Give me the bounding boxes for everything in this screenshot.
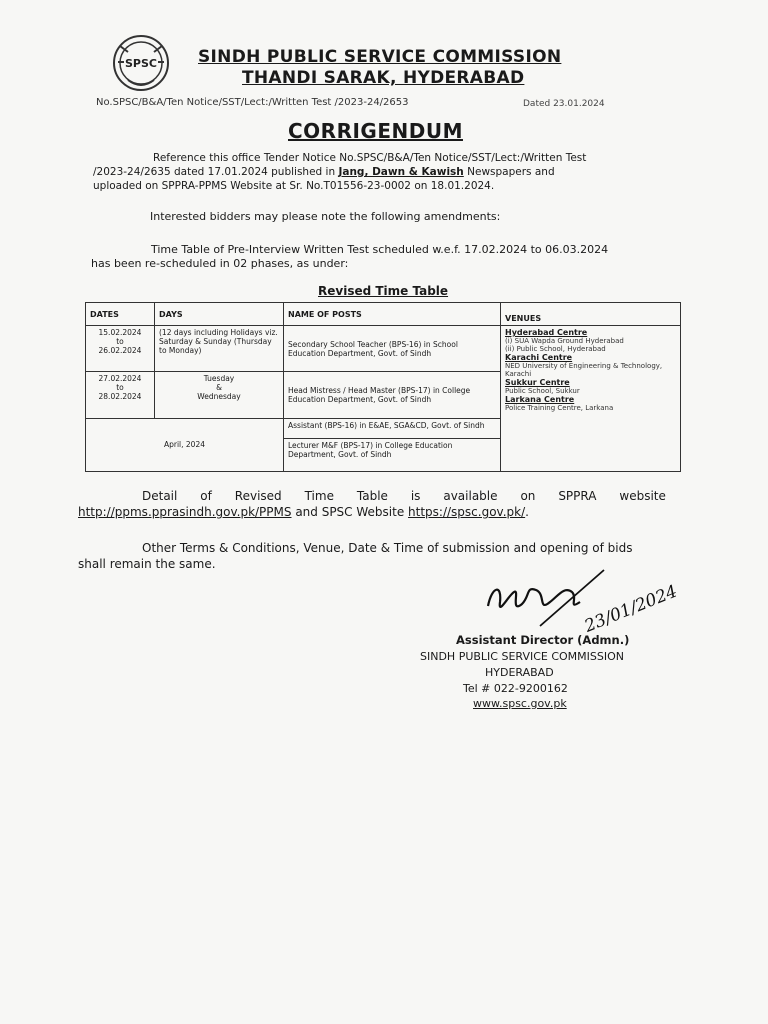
detail-line2 bbox=[78, 504, 666, 520]
row1-post: Secondary School Teacher (BPS-16) in School Education Department, Govt. of Sindh bbox=[284, 326, 501, 372]
para1-line2a: /2023-24/2635 dated 17.01.2024 published in bbox=[93, 166, 339, 178]
venue-hyderabad-line2: (ii) Public School, Hyderabad bbox=[505, 345, 606, 353]
table-title: Revised Time Table bbox=[318, 284, 449, 298]
detail-word: Time bbox=[304, 489, 334, 503]
row2-days: Tuesday & Wednesday bbox=[155, 372, 284, 418]
other-line2: shall remain the same. bbox=[78, 557, 216, 571]
row1-days: (12 days including Holidays viz. Saturday & Sunday (Thursday to Monday) bbox=[155, 326, 284, 372]
venue-karachi-title: Karachi Centre bbox=[505, 353, 573, 362]
signatory-city: HYDERABAD bbox=[485, 666, 554, 679]
para1-line1: Reference this office Tender Notice No.SPSC/B&A/Ten Notice/SST/Lect:/Written Test bbox=[153, 152, 587, 164]
ppms-link[interactable]: http://ppms.pprasindh.gov.pk/PPMS bbox=[78, 505, 292, 519]
detail-word: is bbox=[410, 489, 421, 503]
row3-dates: April, 2024 bbox=[86, 418, 284, 472]
col-header-venues: VENUES bbox=[501, 303, 681, 326]
col-header-days: DAYS bbox=[155, 303, 284, 326]
signatory-tel: Tel # 022-9200162 bbox=[463, 682, 568, 695]
revised-time-table bbox=[85, 302, 681, 472]
row4-post: Lecturer M&F (BPS-17) in College Education Department, Govt. of Sindh bbox=[284, 438, 501, 471]
detail-word: available bbox=[443, 489, 498, 503]
table-header-row bbox=[86, 303, 681, 326]
para1-line3: uploaded on SPPRA-PPMS Website at Sr. No.T01556-23-0002 on 18.01.2024. bbox=[93, 180, 495, 192]
logo-text: SPSC bbox=[125, 57, 157, 70]
amendments-note: Interested bidders may please note the following amendments: bbox=[150, 210, 501, 223]
row2-post: Head Mistress / Head Master (BPS-17) in College Education Department, Govt. of Sindh bbox=[284, 372, 501, 418]
detail-word: of bbox=[200, 489, 212, 503]
venue-larkana-title: Larkana Centre bbox=[505, 395, 575, 404]
para3-line2: has been re-scheduled in 02 phases, as under: bbox=[91, 257, 349, 270]
detail-paragraph bbox=[78, 488, 666, 520]
venue-larkana-line1: Police Training Centre, Larkana bbox=[505, 404, 614, 412]
reference-paragraph bbox=[93, 151, 667, 193]
org-address-heading: THANDI SARAK, HYDERABAD bbox=[242, 68, 525, 88]
venue-hyderabad-title: Hyderabad Centre bbox=[505, 328, 588, 337]
signatory-website-link[interactable]: www.spsc.gov.pk bbox=[473, 697, 567, 710]
signatory-org: SINDH PUBLIC SERVICE COMMISSION bbox=[420, 650, 625, 663]
detail-word: SPPRA bbox=[558, 489, 597, 503]
row1-dates: 15.02.2024 to 26.02.2024 bbox=[86, 326, 155, 372]
detail-word: Revised bbox=[234, 489, 282, 503]
signatory-designation: Assistant Director (Admn.) bbox=[456, 633, 630, 647]
detail-mid: and SPSC Website bbox=[291, 505, 409, 519]
newspapers-names: Jang, Dawn & Kawish bbox=[338, 166, 464, 178]
org-name-heading: SINDH PUBLIC SERVICE COMMISSION bbox=[198, 47, 562, 67]
row2-dates: 27.02.2024 to 28.02.2024 bbox=[86, 372, 155, 418]
col-header-posts: NAME OF POSTS bbox=[284, 303, 501, 326]
venues-cell bbox=[501, 326, 681, 472]
detail-word: Detail bbox=[142, 489, 178, 503]
detail-word: Table bbox=[356, 489, 388, 503]
detail-word: on bbox=[520, 489, 536, 503]
spsc-logo-icon bbox=[110, 32, 172, 94]
venue-karachi-line1: NED University of Engineering & Technology, Karachi bbox=[505, 362, 663, 378]
other-line1: Other Terms & Conditions, Venue, Date & Time of submission and opening of bids bbox=[142, 541, 633, 555]
detail-word: website bbox=[619, 489, 666, 503]
venue-hyderabad-line1: (i) SUA Wapda Ground Hyderabad bbox=[505, 337, 624, 345]
document-title: CORRIGENDUM bbox=[288, 119, 463, 143]
schedule-paragraph bbox=[91, 243, 667, 271]
para3-line1: Time Table of Pre-Interview Written Test scheduled w.e.f. 17.02.2024 to 06.03.2024 bbox=[151, 243, 609, 256]
venue-sukkur-line1: Public School, Sukkur bbox=[505, 387, 580, 395]
venue-sukkur-title: Sukkur Centre bbox=[505, 378, 570, 387]
document-date: Dated 23.01.2024 bbox=[523, 99, 605, 109]
detail-end: . bbox=[525, 505, 529, 519]
row3-post: Assistant (BPS-16) in E&AE, SGA&CD, Govt. of Sindh bbox=[284, 418, 501, 438]
reference-number: No.SPSC/B&A/Ten Notice/SST/Lect:/Written Test /2023-24/2653 bbox=[96, 97, 409, 108]
detail-line1 bbox=[78, 488, 666, 504]
para1-line2b: Newspapers and bbox=[463, 166, 555, 178]
table-row bbox=[86, 326, 681, 372]
signature-date-text: 23/01/2024 bbox=[581, 581, 680, 637]
col-header-dates: DATES bbox=[86, 303, 155, 326]
spsc-link[interactable]: https://spsc.gov.pk/ bbox=[408, 505, 526, 519]
